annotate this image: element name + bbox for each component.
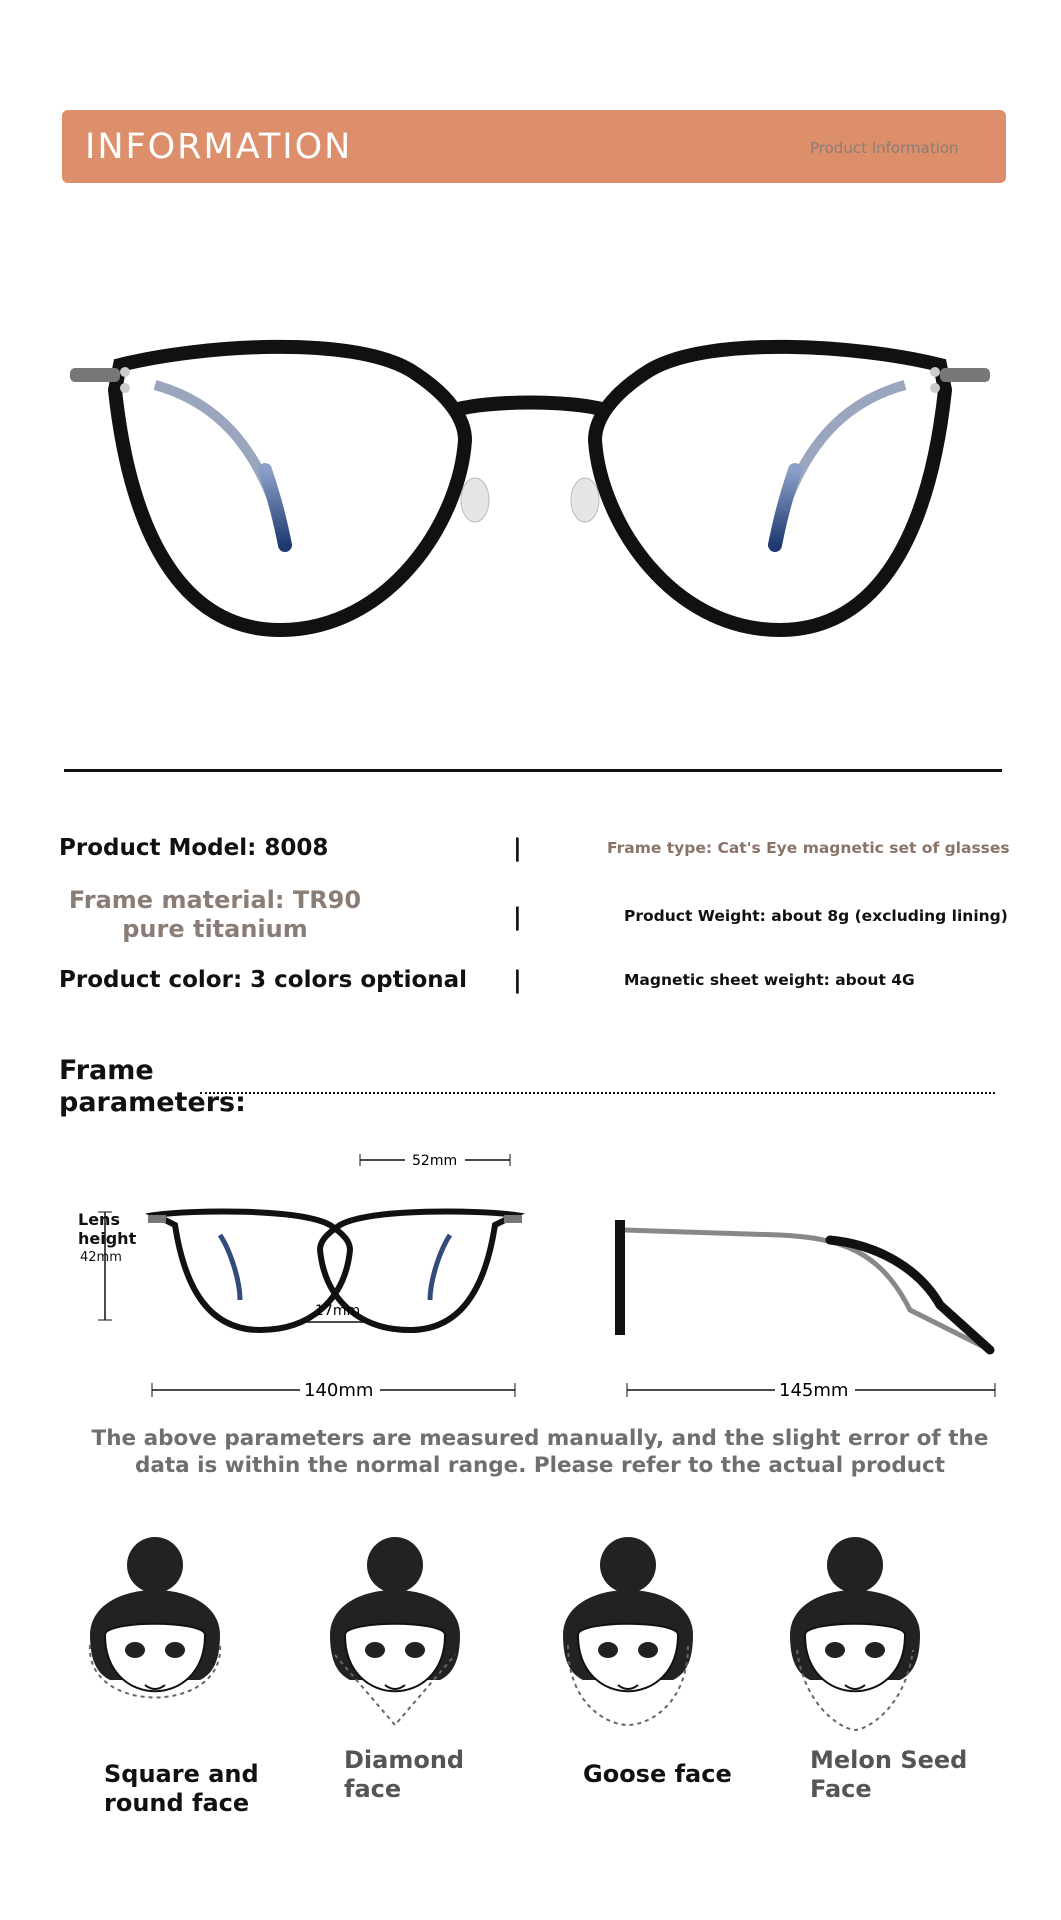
face-label-square: Square and round face <box>104 1760 259 1817</box>
product-weight: Product Weight: about 8g (excluding lining) <box>624 907 1008 925</box>
glasses-front-image <box>60 330 1000 660</box>
face-label-goose: Goose face <box>583 1760 732 1788</box>
bridge-width-label: 17mm <box>315 1303 361 1319</box>
face-illustration-melon-seed <box>775 1525 935 1755</box>
frame-width-label: 140mm <box>304 1380 374 1401</box>
section-divider <box>64 769 1002 772</box>
face-label-diamond: Diamond face <box>344 1746 465 1803</box>
lens-width-label: 52mm <box>412 1153 458 1169</box>
magnetic-weight: Magnetic sheet weight: about 4G <box>624 971 915 989</box>
face-illustration-diamond <box>315 1525 475 1755</box>
lens-height-title: Lens height <box>78 1210 137 1248</box>
frame-material: Frame material: TR90 pure titanium <box>68 886 362 943</box>
face-illustration-square <box>75 1525 235 1755</box>
frame-dimension-diagram <box>60 1150 1010 1410</box>
banner-subtitle: Product Information <box>810 139 959 157</box>
face-illustration-goose <box>548 1525 708 1755</box>
banner-title: INFORMATION <box>85 127 353 167</box>
face-label-melon-seed: Melon Seed Face <box>810 1746 968 1803</box>
lens-height-value: 42mm <box>80 1250 122 1265</box>
dotted-leader <box>200 1092 995 1094</box>
side-view-glasses <box>620 1220 990 1350</box>
frame-type: Frame type: Cat's Eye magnetic set of glasses <box>607 839 1010 857</box>
temple-length-label: 145mm <box>779 1380 849 1401</box>
measurement-note: The above parameters are measured manually, and the slight error of the data is within the normal range. Please refer to the actual product <box>91 1426 989 1478</box>
product-model: Product Model: 8008 <box>59 835 329 861</box>
separator: | <box>513 966 522 994</box>
separator: | <box>513 903 522 931</box>
separator: | <box>513 834 522 862</box>
frame-parameters-title: Frame parameters: <box>59 1055 246 1118</box>
product-color: Product color: 3 colors optional <box>59 967 468 993</box>
